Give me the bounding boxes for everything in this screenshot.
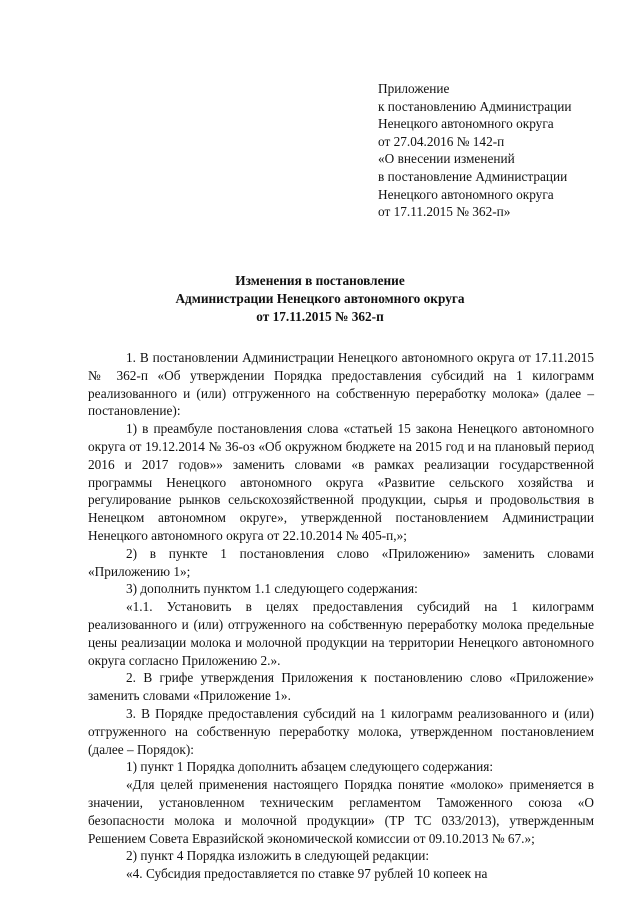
header-line: «О внесении изменений [378, 151, 515, 167]
paragraph: «1.1. Установить в целях предоставления субсидий на 1 килограмм реализованного и (или) отгруженного на собственную переработку молока предельные цены реализации молока и молочной продукции на территории Ненецкого автономного округа согласно Приложению 2.». [88, 599, 594, 668]
header-line: к постановлению Администрации [378, 98, 572, 114]
paragraph: 2) пункт 4 Порядка изложить в следующей редакции: [126, 848, 430, 864]
paragraph: 2) в пункте 1 постановления слово «Приложению» заменить словами «Приложению 1»; [88, 545, 594, 579]
header-line: Приложение [378, 81, 450, 96]
document-title [0, 272, 640, 326]
header-line: от 27.04.2016 № 142-п [378, 133, 505, 149]
paragraph: 1. В постановлении Администрации Ненецкого автономного округа от 17.11.2015 № 362-п «Об утверждении Порядка предоставления субсидий на 1 килограмм реализованного и (или) отгруженного на собственную переработку молока» (далее – постановление): [88, 350, 594, 419]
paragraph: 3. В Порядке предоставления субсидий на 1 килограмм реализованного и (или) отгруженного на собственную переработку молока, утвержденном постановлением (далее – Порядок): [88, 705, 594, 757]
document-body [88, 349, 594, 883]
approval-header [378, 80, 618, 221]
header-line: Ненецкого автономного округа [378, 116, 554, 132]
paragraph: 2. В грифе утверждения Приложения к постановлению слово «Приложение» заменить словами «Приложение 1». [88, 670, 594, 704]
header-line: Ненецкого автономного округа [378, 186, 554, 202]
paragraph: 3) дополнить пунктом 1.1 следующего содержания: [126, 581, 418, 597]
title-line: Администрации Ненецкого автономного округа [175, 291, 465, 306]
header-line: в постановление Администрации [378, 168, 568, 184]
title-line: от 17.11.2015 № 362-п [256, 309, 384, 324]
paragraph: «4. Субсидия предоставляется по ставке 97 рублей 10 копеек на [126, 866, 488, 882]
paragraph: 1) пункт 1 Порядка дополнить абзацем следующего содержания: [126, 759, 494, 775]
header-line: от 17.11.2015 № 362-п» [378, 204, 511, 220]
title-line: Изменения в постановление [235, 273, 405, 288]
paragraph: «Для целей применения настоящего Порядка понятие «молоко» применяется в значении, установленном техническим регламентом Таможенного союза «О безопасности молока и молочной продукции» (ТР ТС 033/2013), утвержденным Решением Совета Евразийской экономической комиссии от 09.10.2013 № 67.»; [88, 777, 594, 846]
paragraph: 1) в преамбуле постановления слова «статьей 15 закона Ненецкого автономного округа от 19.12.2014 № 36-оз «Об окружном бюджете на 2015 год и на плановый период 2016 и 2017 годов»» заменить словами «в рамках реализации государственной программы Ненецкого автономного округа «Развитие сельского хозяйства и регулирование рынков сельскохозяйственной продукции, сырья и продовольствия в Ненецком автономном округе», утвержденной постановлением Администрации Ненецкого автономного округа от 22.10.2014 № 405-п,»; [88, 421, 594, 543]
